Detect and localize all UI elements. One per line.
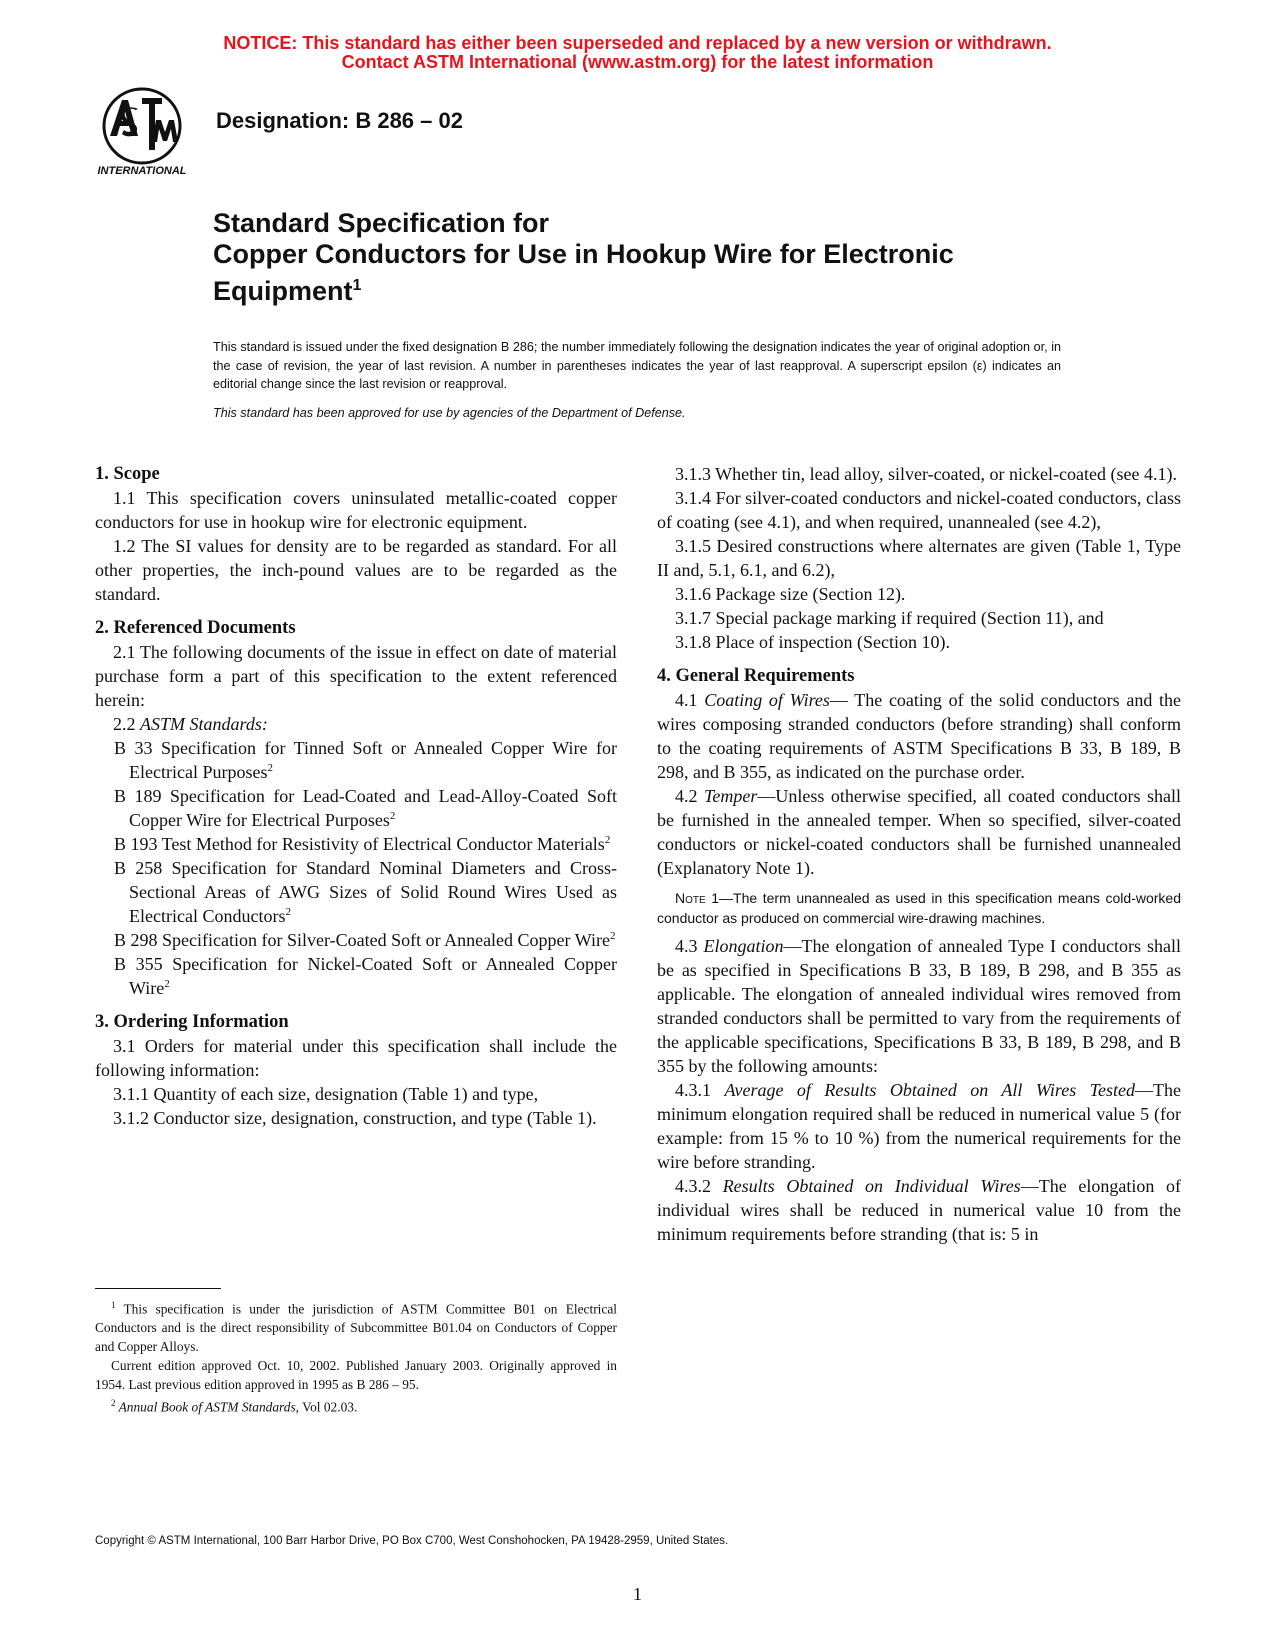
title-line-2: Copper Conductors for Use in Hookup Wire for Electronic	[213, 239, 954, 269]
issue-note: This standard is issued under the fixed designation B 286; the number immediately following the designation indicates the year of original adoption or, in the case of revision, the year of last revision. A number in parentheses indicates the year of last reapproval. A superscript epsilon (ε) indicates an editorial change since the last revision or reapproval.	[213, 340, 1061, 391]
para-4-3-1	[657, 1078, 1181, 1174]
para-4-3	[657, 934, 1181, 1078]
para-4-3-1-text: —The minimum elongation required shall be reduced in numerical value 5 (for example: from 15 % to 10 %) from the numerical requirements for the wire before stranding.	[657, 1080, 1182, 1172]
section-4-heading: 4. General Requirements	[657, 666, 855, 686]
para-3-1-2: 3.1.2 Conductor size, designation, construction, and type (Table 1).	[113, 1108, 597, 1128]
right-column	[657, 462, 1181, 1246]
section-1-heading: 1. Scope	[95, 464, 160, 484]
para-4-3-title: Elongation	[703, 936, 784, 956]
para-3-1-7: 3.1.7 Special package marking if required (Section 11), and	[675, 608, 1104, 628]
para-4-3-1-title: Average of Results Obtained on All Wires Tested	[724, 1080, 1136, 1100]
footnote-1-mark: 1	[111, 1300, 116, 1310]
title-line-3-text: Equipment	[213, 276, 353, 306]
reference-item	[95, 832, 617, 856]
para-4-3-1-num: 4.3.1	[675, 1080, 725, 1100]
para-4-3-2-num: 4.3.2	[675, 1176, 723, 1196]
para-1-2: 1.2 The SI values for density are to be regarded as standard. For all other properties, the inch-pound values are to be regarded as the standard.	[95, 536, 617, 604]
para-3-1-8: 3.1.8 Place of inspection (Section 10).	[675, 632, 950, 652]
reference-text: B 193 Test Method for Resistivity of Electrical Conductor Materials	[114, 834, 605, 854]
para-4-3-2-text: —The elongation of individual wires shall be reduced in numerical value 10 from the minimum requirements before stranding (that is: 5 in	[657, 1176, 1182, 1244]
reference-item	[95, 928, 617, 952]
para-3-1-4: 3.1.4 For silver-coated conductors and nickel-coated conductors, class of coating (see 4.1), and when required, unannealed (see 4.2),	[657, 488, 1181, 532]
para-4-3-text: —The elongation of annealed Type I conductors shall be as specified in Specifications B 33, B 189, B 298, and B 355 as applicable. The elongation of annealed individual wires removed from stranded conductors shall be permitted to vary from the requirements of the applicable specifications, Specifications B 33, B 189, B 298, and B 355 by the following amounts:	[657, 936, 1181, 1076]
para-4-1-num: 4.1	[675, 690, 705, 710]
left-column	[95, 462, 617, 1130]
para-4-3-2	[657, 1174, 1181, 1246]
astm-logo-icon	[92, 86, 192, 182]
notice-line-2: Contact ASTM International (www.astm.org) for the latest information	[341, 52, 934, 72]
para-2-2	[95, 712, 617, 736]
title-line-3	[213, 270, 1193, 307]
title-line-1: Standard Specification for	[213, 208, 550, 238]
reference-text: B 189 Specification for Lead-Coated and Lead-Alloy-Coated Soft Copper Wire for Electrical Purposes	[114, 786, 617, 830]
note-label: Note 1	[675, 890, 720, 906]
para-4-2	[657, 784, 1181, 880]
page-number: 1	[633, 1584, 642, 1604]
title-footnote-mark: 1	[352, 277, 362, 294]
reference-footnote-mark: 2	[604, 834, 611, 846]
para-4-3-num: 4.3	[675, 936, 704, 956]
astm-logo	[92, 86, 192, 182]
para-3-1-1: 3.1.1 Quantity of each size, designation (Table 1) and type,	[113, 1084, 539, 1104]
reference-item	[95, 736, 617, 784]
notice-line-1: NOTICE: This standard has either been superseded and replaced by a new version or withdrawn.	[223, 33, 1052, 53]
footnote-1	[95, 1296, 617, 1356]
note-text: —The term unannealed as used in this specification means cold-worked conductor as produced on commercial wire-drawing machines.	[657, 890, 1181, 926]
para-3-1-6: 3.1.6 Package size (Section 12).	[675, 584, 906, 604]
withdrawal-notice	[0, 34, 1275, 72]
footnotes	[95, 1296, 617, 1417]
reference-footnote-mark: 2	[285, 906, 291, 918]
footnote-2-title: Annual Book of ASTM Standards	[115, 1399, 296, 1415]
para-4-2-text: —Unless otherwise specified, all coated conductors shall be furnished in the annealed temper. When so specified, silver-coated conductors or nickel-coated conductors shall be furnished unannealed (Explanatory Note 1).	[657, 786, 1181, 878]
explanatory-note-1	[657, 888, 1181, 928]
reference-text: B 355 Specification for Nickel-Coated Soft or Annealed Copper Wire	[114, 954, 617, 998]
para-1-1: 1.1 This specification covers uninsulated metallic-coated copper conductors for use in hookup wire for electronic equipment.	[95, 488, 617, 532]
para-4-1-text: — The coating of the solid conductors and the wires composing stranded conductors (before stranding) shall conform to the coating requirements of ASTM Specifications B 33, B 189, B 298, and B 355, as indicated on the purchase order.	[657, 690, 1181, 782]
dod-approval-note: This standard has been approved for use by agencies of the Department of Defense.	[213, 406, 686, 420]
reference-item	[95, 784, 617, 832]
designation: Designation: B 286 – 02	[216, 108, 463, 133]
para-4-3-2-title: Results Obtained on Individual Wires	[722, 1176, 1021, 1196]
para-2-1: 2.1 The following documents of the issue in effect on date of material purchase form a part of this specification to the extent referenced herein:	[95, 642, 617, 710]
footnote-2-text: , Vol 02.03.	[295, 1399, 358, 1415]
reference-footnote-mark: 2	[164, 978, 170, 990]
reference-item	[95, 856, 617, 928]
para-3-1: 3.1 Orders for material under this specification shall include the following information:	[95, 1036, 617, 1080]
section-2-heading: 2. Referenced Documents	[95, 618, 296, 638]
footnote-1-edition: Current edition approved Oct. 10, 2002. Published January 2003. Originally approved in 1954. Last previous edition approved in 1995 as B 286 – 95.	[95, 1358, 617, 1393]
reference-item	[95, 952, 617, 1000]
reference-footnote-mark: 2	[609, 930, 616, 942]
copyright-line: Copyright © ASTM International, 100 Barr Harbor Drive, PO Box C700, West Conshohocken, PA 19428-2959, United States.	[95, 1535, 729, 1547]
para-4-1-title: Coating of Wires	[704, 690, 830, 710]
para-4-1	[657, 688, 1181, 784]
para-4-2-num: 4.2	[675, 786, 705, 806]
para-4-2-title: Temper	[704, 786, 758, 806]
reference-text: B 33 Specification for Tinned Soft or Annealed Copper Wire for Electrical Purposes	[114, 738, 617, 782]
para-2-2-title: ASTM Standards:	[140, 714, 268, 734]
para-2-2-num: 2.2	[113, 714, 140, 734]
footnote-1-text: This specification is under the jurisdiction of ASTM Committee B01 on Electrical Conductors and is the direct responsibility of Subcommittee B01.04 on Conductors of Copper and Copper Alloys.	[95, 1301, 617, 1355]
reference-text: B 298 Specification for Silver-Coated Soft or Annealed Copper Wire	[114, 930, 610, 950]
footnote-2	[95, 1394, 617, 1416]
reference-footnote-mark: 2	[267, 762, 273, 774]
reference-text: B 258 Specification for Standard Nominal Diameters and Cross-Sectional Areas of AWG Sizes of Solid Round Wires Used as Electrical Conductors	[114, 858, 617, 926]
reference-footnote-mark: 2	[389, 810, 396, 822]
page-title	[213, 208, 1193, 307]
para-3-1-5: 3.1.5 Desired constructions where alternates are given (Table 1, Type II and, 5.1, 6.1, and 6.2),	[657, 536, 1181, 580]
footnote-2-mark: 2	[111, 1398, 116, 1409]
logo-wordmark: INTERNATIONAL	[97, 165, 187, 177]
footnote-divider	[95, 1288, 221, 1289]
section-3-heading: 3. Ordering Information	[95, 1012, 289, 1032]
para-3-1-3: 3.1.3 Whether tin, lead alloy, silver-coated, or nickel-coated (see 4.1).	[675, 464, 1177, 484]
